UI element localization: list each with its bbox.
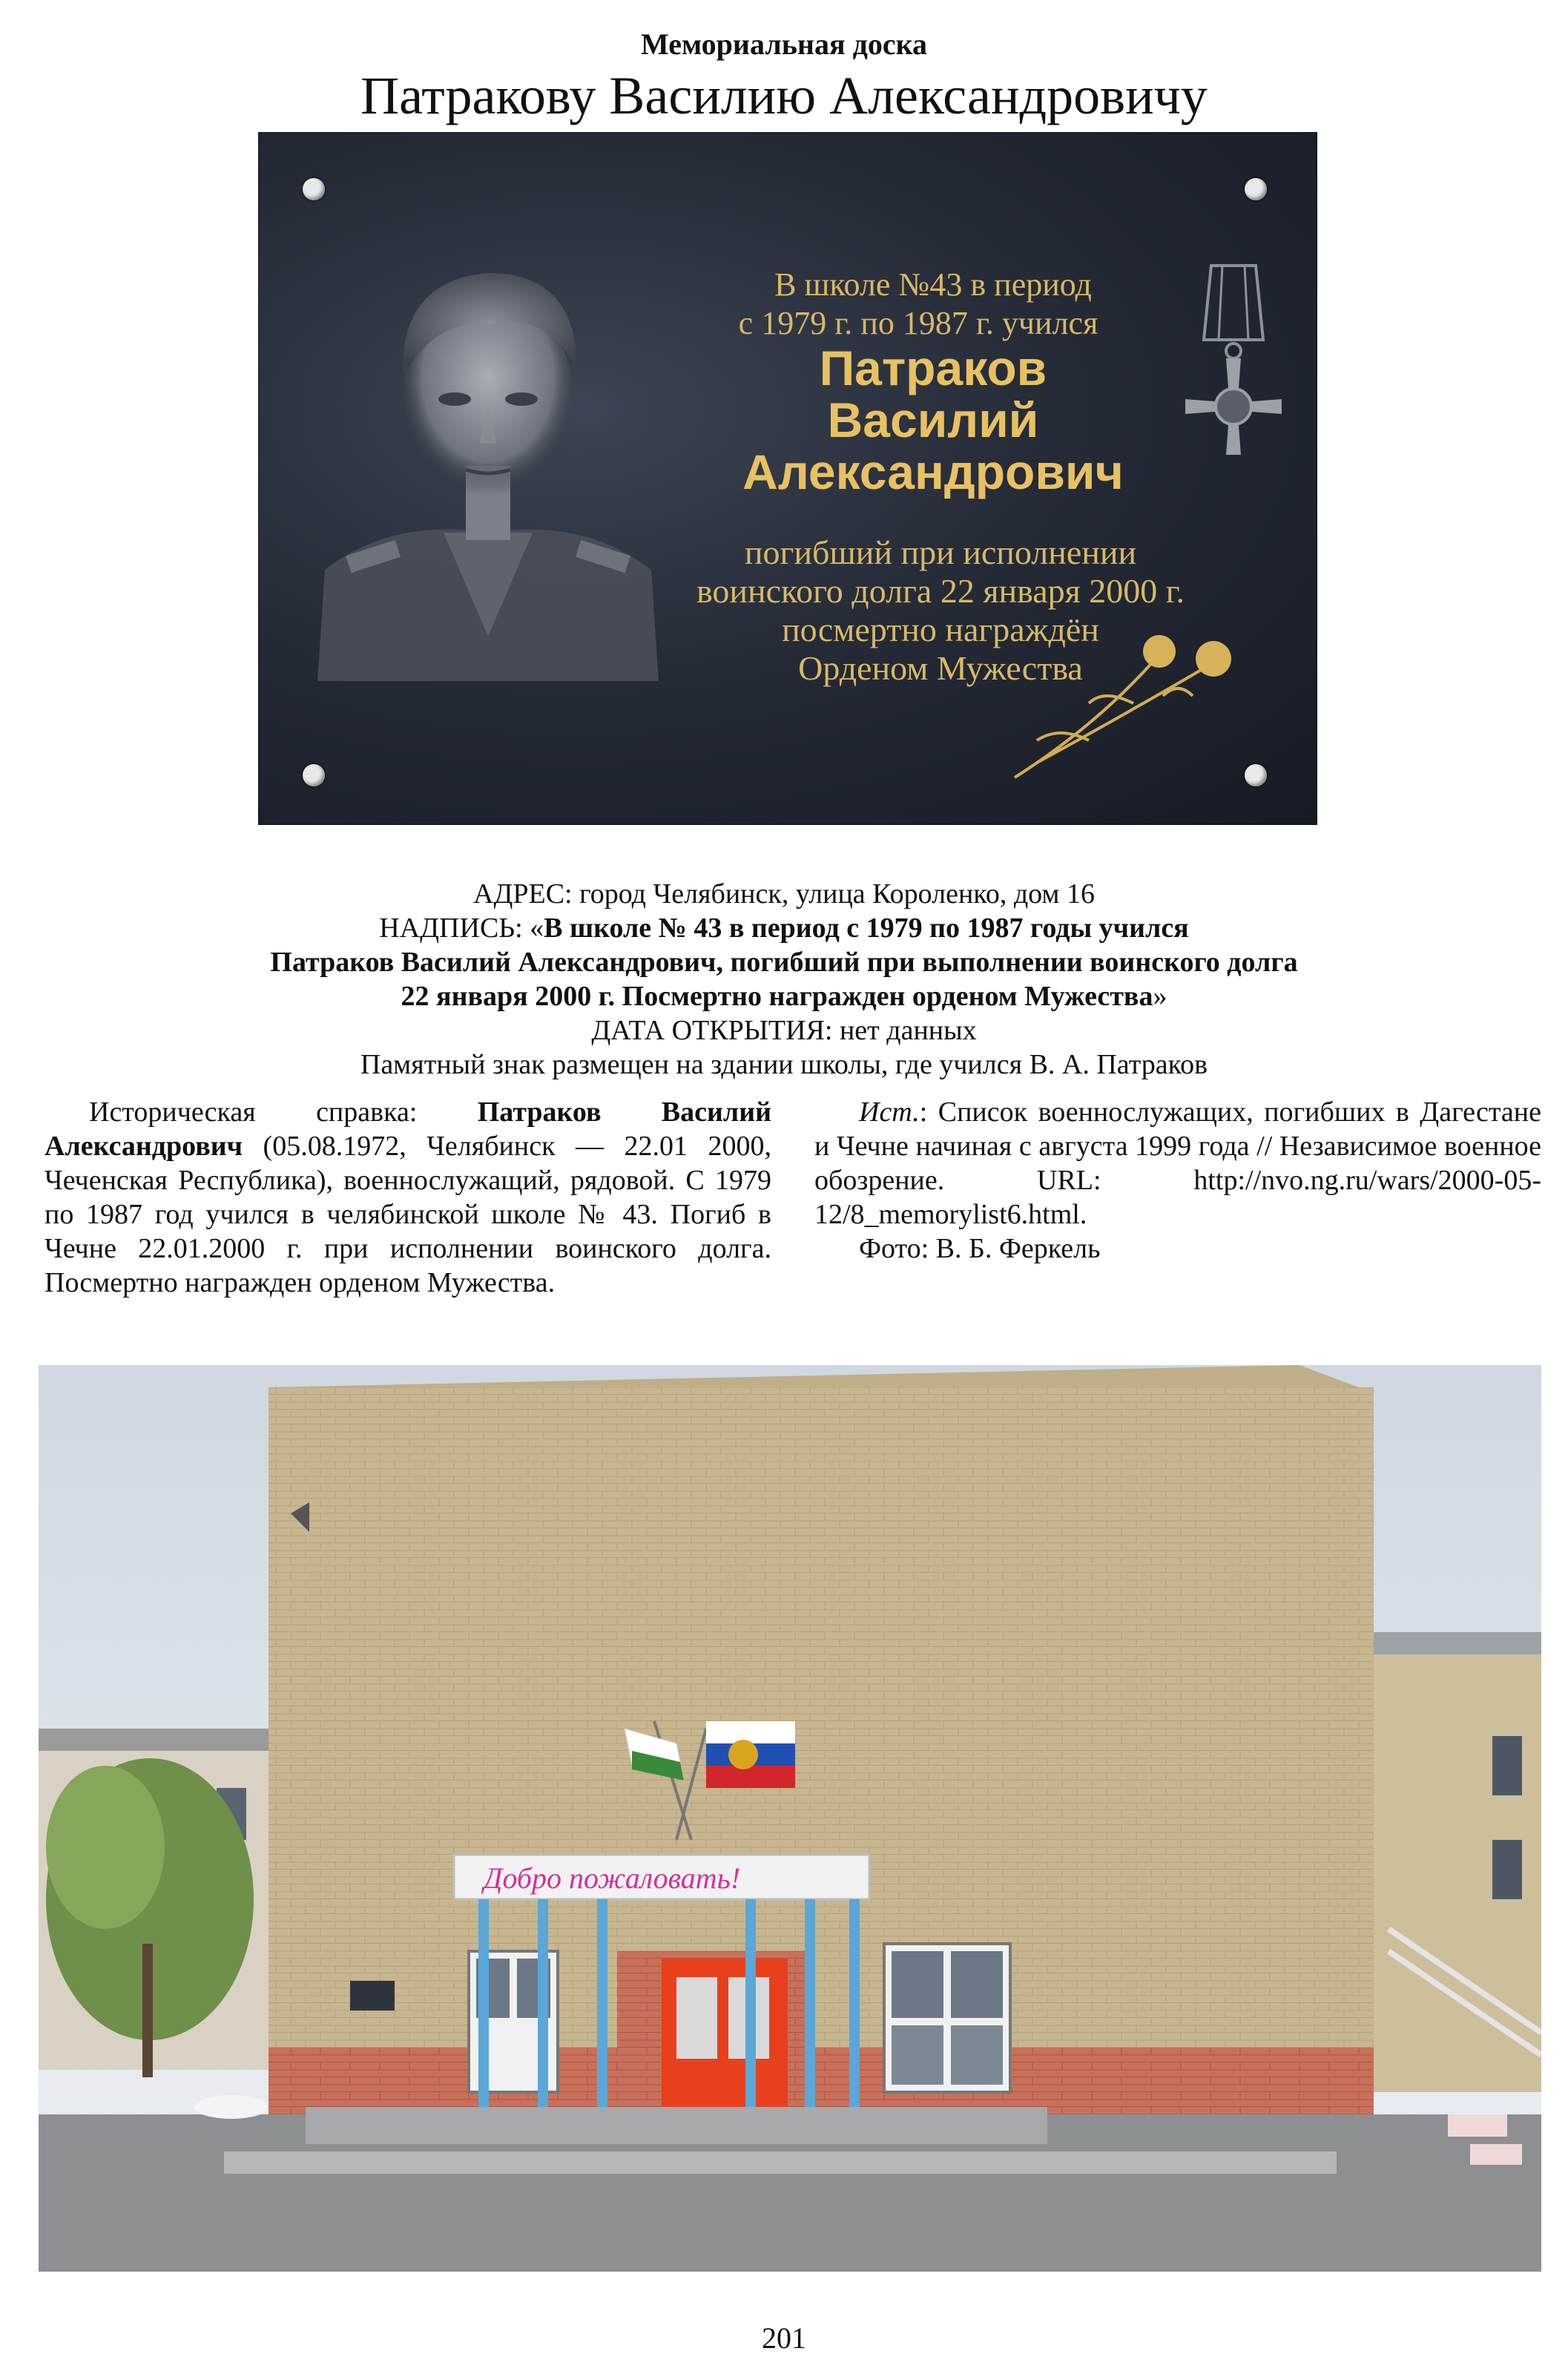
sources-label: Ист. <box>859 1097 920 1128</box>
school-building-photo <box>39 1365 1541 2272</box>
page-kicker: Мемориальная доска <box>640 27 928 61</box>
page-title: Патракову Василию Александровичу <box>360 66 1208 125</box>
inscription-text: В школе № 43 в период с 1979 по 1987 годы учился <box>544 913 1189 944</box>
sources-column <box>814 1095 1541 1266</box>
opening-value: нет данных <box>832 1015 977 1046</box>
photo-credit: Фото: В. Б. Феркель <box>859 1233 1101 1264</box>
plaque-first-name: Василий <box>827 392 1039 447</box>
memorial-plaque <box>258 132 1317 825</box>
plaque-surname: Патраков <box>819 341 1047 395</box>
inscription-close: » <box>1153 981 1167 1012</box>
plaque-line: В школе №43 в период <box>774 266 1092 303</box>
history-name: Патраков Василий Александрович <box>45 1097 772 1162</box>
address-value: город Челябинск, улица Короленко, дом 16 <box>572 878 1095 910</box>
history-lead: Историческая справка: <box>89 1097 478 1128</box>
sources-text: : Список военнослужащих, погибших в Дагестане и Чечне начиная с августа 1999 года // Независимое военное обозрение. URL: http://nvo.ng.ru/wars/2000-05-12/8_memorylist6.html. <box>814 1097 1541 1230</box>
plaque-line: погибший при исполнении <box>744 533 1137 571</box>
inscription-label: НАДПИСЬ: « <box>379 913 544 944</box>
inscription-line <box>0 911 1568 945</box>
inscription-line <box>0 979 1568 1013</box>
welcome-banner-text: Добро пожаловать! <box>484 1861 741 1895</box>
plaque-bolt <box>303 178 325 200</box>
page-number: 201 <box>762 2321 806 2355</box>
inscription-text: 22 января 2000 г. Посмертно награжден орденом Мужества <box>401 981 1153 1012</box>
inscription-text: Патраков Василий Александрович, погибший при выполнении воинского долга <box>270 947 1298 978</box>
plaque-line: Орденом Мужества <box>798 649 1083 687</box>
plaque-bolt <box>303 764 325 786</box>
plaque-line: с 1979 г. по 1987 г. учился <box>738 305 1098 341</box>
plaque-line: воинского долга 22 января 2000 г. <box>696 572 1185 610</box>
history-body: (05.08.1972, Челябинск — 22.01 2000, Чеченская Республика), военнослужащий, рядовой. С 1979 по 1987 год учился в челябинской школе № 43. Погиб в Чечне 22.01.2000 г. при исполнении воинского долга. Посмертно награжден орденом Мужества. <box>45 1131 771 1298</box>
historical-note <box>45 1095 771 1300</box>
placement-note: Памятный знак размещен на здании школы, где учился В. А. Патраков <box>360 1049 1208 1080</box>
opening-date-line <box>0 1013 1568 1048</box>
plaque-line: посмертно награждён <box>782 611 1099 648</box>
address-line <box>0 877 1568 911</box>
opening-label: ДАТА ОТКРЫТИЯ: <box>591 1015 833 1046</box>
plaque-patronymic: Александрович <box>742 444 1124 499</box>
plaque-bolt <box>1245 178 1267 200</box>
address-label: АДРЕС: <box>473 878 573 910</box>
